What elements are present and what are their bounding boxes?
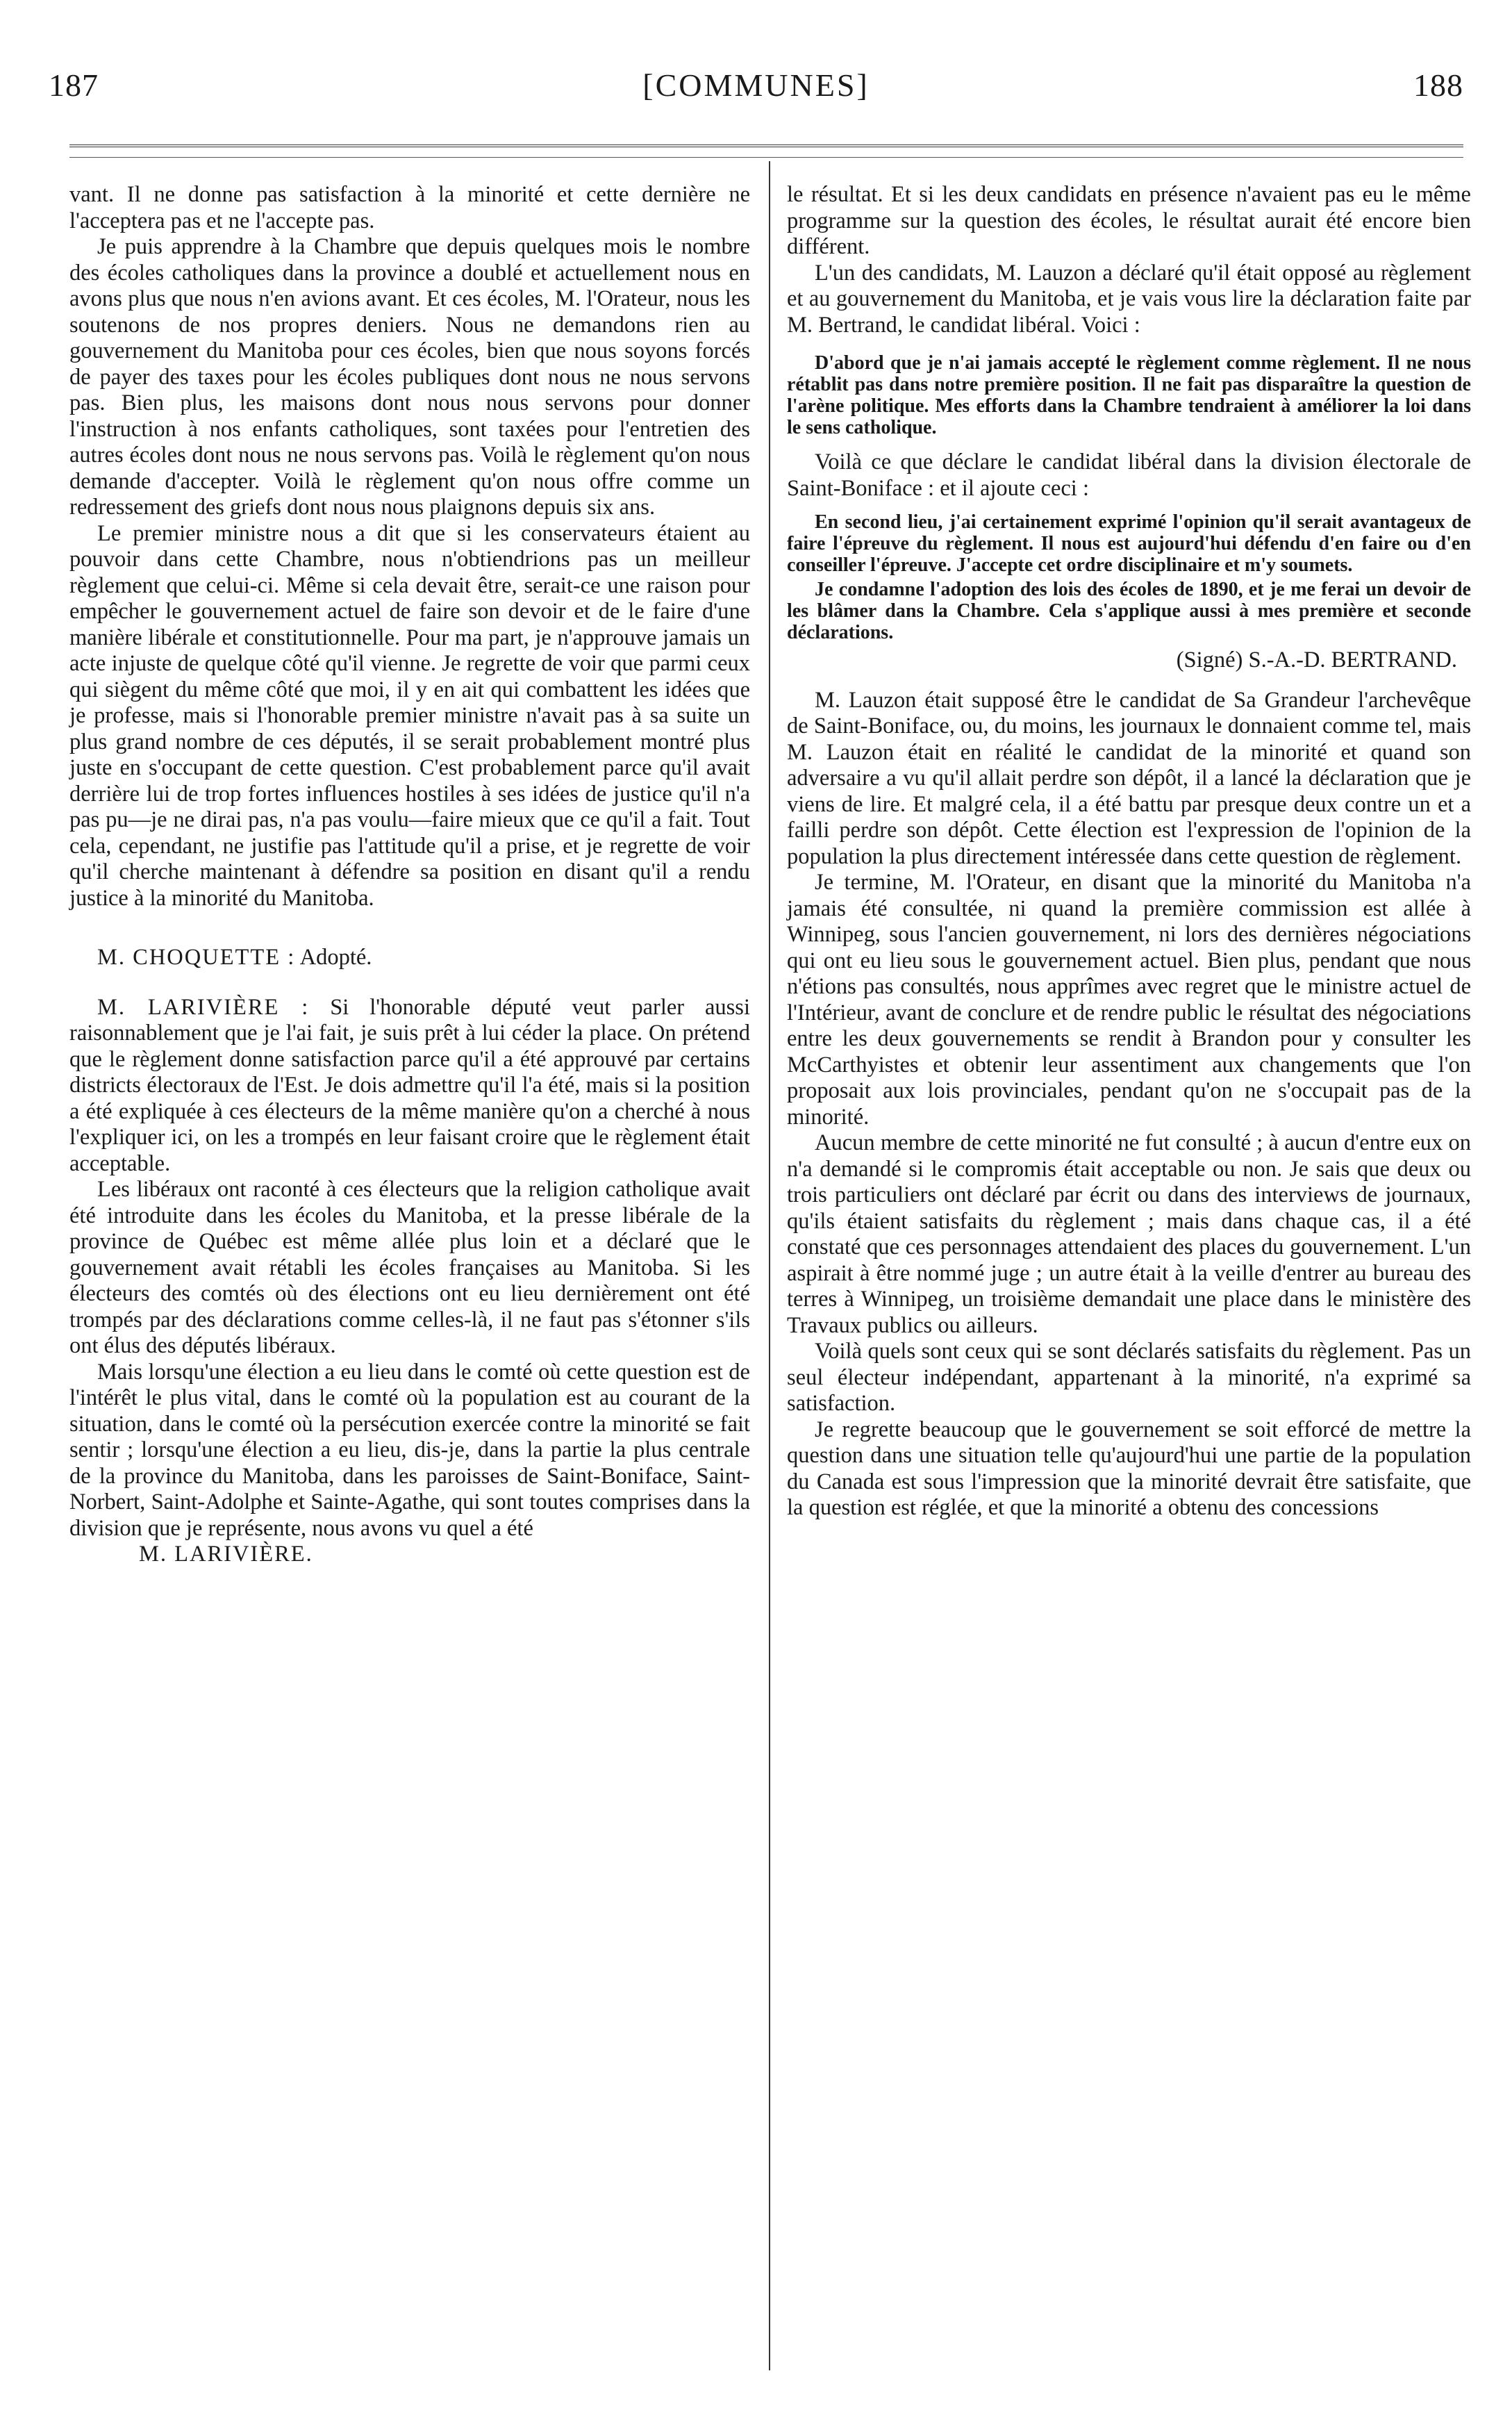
spacer [69,911,750,945]
header-rule-thin [69,157,1463,158]
paragraph: Aucun membre de cette minorité ne fut consulté ; à aucun d'entre eux on n'a demandé si le compromis était acceptable ou non. Je sais que deux ou trois particuliers ont déclaré par écrit ou dans des interviews de journaux, qu'ils étaient satisfaits du règlement ; mais dans chaque cas, il a été constaté que ces personnages attendaient des places du gouvernement. L'un aspirait à être nommé juge ; un autre était à la veille d'entrer au bureau des terres à Winnipeg, un troisième demandait une place dans le ministère des Travaux publics ou ailleurs. [787,1130,1471,1338]
column-divider [769,161,770,2370]
page-number-right: 188 [1413,67,1463,103]
running-title: [COMMUNES] [642,67,870,103]
spacer [69,971,750,995]
paragraph: Voilà quels sont ceux qui se sont déclarés satisfaits du règlement. Pas un seul électeur indépendant, appartenant à la minorité, n'a exprimé sa satisfaction. [787,1339,1471,1416]
speech-text: Si l'honorable député veut parler aussi raisonnablement que je l'ai fait, je suis prêt à lui céder la place. On prétend que le règlement donne satisfaction parce qu'il a été approuvé par certains districts électoraux de l'Est. Je dois admettre qu'il l'a été, mais si la position a été expliquée à ces électeurs de la même manière qu'on a cherché à nous l'expliquer ici, on les a trompés en leur faisant croire que le règlement était acceptable. [69,994,750,1176]
quoted-declaration: Je condamne l'adoption des lois des écoles de 1890, et je me ferai un devoir de les blâmer dans la Chambre. Cela s'applique aussi à mes première et seconde déclarations. [787,579,1471,643]
paragraph: Le premier ministre nous a dit que si les conservateurs étaient au pouvoir dans cette Chambre, nous n'obtiendrions pas un meilleur règlement que celui-ci. Même si cela devait être, serait-ce une raison pour empêcher le gouvernement actuel de faire son devoir et de le faire d'une manière libérale et constitutionnelle. Pour ma part, je n'approuve jamais un acte injuste de quelque côté qu'il vienne. Je regrette de voir que parmi ceux qui siègent du même côté que moi, il y en ait qui combattent les idées que je professe, mais si l'honorable premier ministre n'avait pas à sa suite un plus grand nombre de ces députés, il se serait probablement montré plus juste en s'occupant de cette question. C'est probablement parce qu'il avait derrière lui de trop fortes influences hostiles à ses idées de justice qu'il n'a pas pu—je ne dirai pas, n'a pas voulu—faire mieux que ce qu'il a fait. Tout cela, cependant, ne justifie pas l'attitude qu'il a prise, et je regrette de voir qu'il cherche maintenant à défendre sa position en disant qu'il a rendu justice à la minorité du Manitoba. [69,520,750,911]
speaker-name: M. CHOQUETTE : [97,945,296,970]
quoted-declaration: En second lieu, j'ai certainement exprimé l'opinion qu'il serait avantageux de faire l'épreuve du règlement. Il nous est aujourd'hui défendu d'en faire ou d'en conseiller l'épreuve. J'accepte cet ordre disciplinaire et m'y soumets. [787,511,1471,576]
page-number-left: 187 [49,67,99,103]
paragraph: le résultat. Et si les deux candidats en présence n'avaient pas eu le même programme sur la question des écoles, le résultat aurait été encore bien différent. [787,182,1471,259]
signature-line: (Signé) S.-A.-D. BERTRAND. [1176,647,1457,672]
quoted-declaration: D'abord que je n'ai jamais accepté le règlement comme règlement. Il ne nous rétablit pas dans notre première position. Il ne fait pas disparaître la question de l'arène politique. Mes efforts dans la Chambre tendraient à améliorer la loi dans le sens catholique. [787,352,1471,438]
speech-choquette [69,945,750,971]
page-header [49,42,1463,118]
paragraph: Mais lorsqu'une élection a eu lieu dans le comté où cette question est de l'intérêt le plus vital, dans le comté où la population est au courant de la situation, dans le comté où la persécution exercée contre la minorité se fait sentir ; lorsqu'une élection a eu lieu, dis-je, dans la partie la plus centrale de la province du Manitoba, dans les paroisses de Saint-Boniface, Saint-Norbert, Saint-Adolphe et Sainte-Agathe, qui sont toutes comprises dans la division que je représente, nous avons vu quel a été [69,1359,750,1541]
header-rule [69,145,1463,147]
paragraph: vant. Il ne donne pas satisfaction à la minorité et cette dernière ne l'acceptera pas et ne l'accepte pas. [69,182,750,233]
right-column [787,182,1471,1521]
speech-lariviere [69,995,750,1178]
paragraph: M. Lauzon était supposé être le candidat de Sa Grandeur l'archevêque de Saint-Boniface, ou, du moins, les journaux le donnaient comme tel, mais M. Lauzon était en réalité le candidat de la minorité et quand son adversaire a vu qu'il allait perdre son dépôt, il a lancé la déclaration que je viens de lire. Et malgré cela, il a été battu par presque deux contre un et a failli perdre son dépôt. Cette élection est l'expression de l'opinion de la population la plus directement intéressée dans cette question de règlement. [787,687,1471,869]
paragraph: L'un des candidats, M. Lauzon a déclaré qu'il était opposé au règlement et au gouvernement du Manitoba, et je vais vous lire la déclaration faite par M. Bertrand, le candidat libéral. Voici : [787,260,1471,338]
speaker-name: M. LARIVIÈRE : [97,994,310,1020]
paragraph: Voilà ce que déclare le candidat libéral dans la division électorale de Saint-Boniface : et il ajoute ceci : [787,449,1471,501]
speech-text: Adopté. [299,945,372,970]
paragraph: Je termine, M. l'Orateur, en disant que la minorité du Manitoba n'a jamais été consultée, ni quand la première commission est allée à Winnipeg, sous l'ancien gouvernement, ni lors des dernières négociations qui ont eu lieu sous le gouvernement actuel. Bien plus, pendant que nous n'étions pas consultés, nous apprîmes avec regret que le ministre actuel de l'Intérieur, avant de conclure et de rendre public le résultat des négociations entre les deux gouvernements se rendit à Brandon pour y consulter les McCarthyistes et obtenir leur assentiment aux changements que l'on proposait aux lois provinciales, pendant qu'on ne s'occupait pas de la minorité. [787,870,1471,1130]
paragraph: Je regrette beaucoup que le gouvernement se soit efforcé de mettre la question dans une situation telle qu'aujourd'hui une partie de la population du Canada est sous l'impression que la minorité devrait être satisfaite, que la question est réglée, et que la minorité a obtenu des concessions [787,1417,1471,1520]
left-column [69,182,750,1568]
footer-speaker-name: M. LARIVIÈRE. [139,1542,313,1567]
paragraph: Les libéraux ont raconté à ces électeurs que la religion catholique avait été introduite dans les écoles du Manitoba, et la presse libérale de la province de Québec est même allée plus loin et a déclaré que le gouvernement avait rétabli les écoles françaises au Manitoba. Si les électeurs des comtés où des élections ont eu lieu dernièrement ont été trompés par des déclarations comme celles-là, il ne faut pas s'étonner s'ils ont élus des députés libéraux. [69,1177,750,1358]
paragraph: Je puis apprendre à la Chambre que depuis quelques mois le nombre des écoles catholiques dans la province a doublé et actuellement nous en avons plus que nous n'en avions avant. Et ces écoles, M. l'Orateur, nous les soutenons de nos propres deniers. Nous ne demandons rien au gouvernement du Manitoba pour ces écoles, bien que nous soyons forcés de payer des taxes pour les écoles publiques dont nous ne nous servons pas. Bien plus, les maisons dont nous nous servons pour donner l'instruction à nos enfants catholiques, sont taxées pour l'entretien des autres écoles dont nous ne nous servons pas. Voilà le règlement qu'on nous demande d'accepter. Voilà le règlement qu'on nous offre comme un redressement des griefs dont nous nous plaignons depuis six ans. [69,234,750,520]
